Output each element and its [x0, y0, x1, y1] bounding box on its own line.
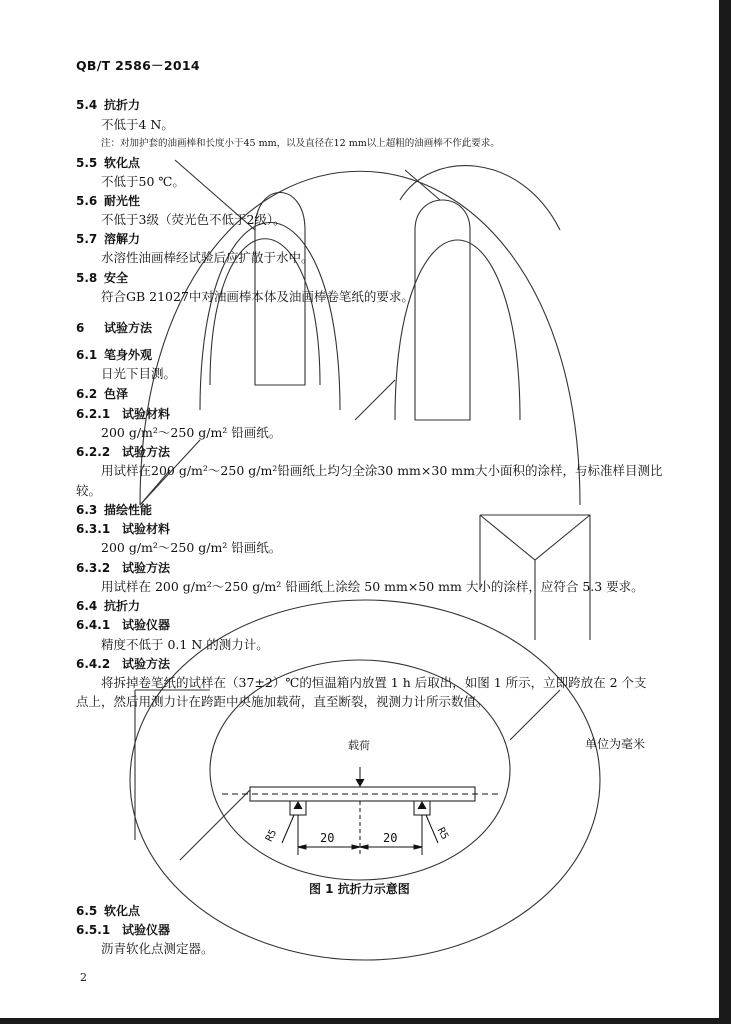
line-s632: [76, 560, 170, 576]
line-s65: [76, 903, 140, 919]
line-s641: [76, 617, 170, 633]
line-s631a: 200 g/m²～250 g/m² 铅画纸。: [101, 540, 282, 555]
section-title: 试验材料: [122, 407, 171, 421]
line-s621: [76, 406, 170, 422]
section-number: 6.2: [76, 387, 98, 401]
section-title: 试验方法: [122, 657, 171, 671]
section-number: 5.4: [76, 98, 98, 112]
line-s56: [76, 193, 140, 209]
section-number: 6.3.1: [76, 522, 111, 536]
section-title: 试验仪器: [122, 923, 171, 937]
section-title: 抗折力: [104, 599, 141, 613]
section-title: 试验方法: [104, 321, 153, 335]
dimension-left: 20: [320, 831, 335, 845]
radius-right-label: R5: [434, 825, 451, 842]
scan-border-right: [719, 0, 731, 1024]
line-s631: [76, 521, 170, 537]
section-number: 6.2.1: [76, 407, 111, 421]
line-s54a: 不低于4 N。: [101, 117, 174, 132]
section-number: 6.5.1: [76, 923, 111, 937]
line-s632a: 用试样在 200 g/m²～250 g/m² 铅画纸上涂绘 50 mm×50 mm 大小的涂样，应符合 5.3 要求。: [101, 579, 644, 594]
section-title: 耐光性: [104, 194, 141, 208]
scan-border-bottom: [0, 1018, 731, 1024]
radius-left-label: R5: [263, 827, 280, 844]
section-title: 抗折力: [104, 98, 141, 112]
load-label: 载荷: [348, 739, 370, 752]
section-number: 5.5: [76, 156, 98, 170]
line-s642: [76, 656, 170, 672]
section-number: 6.4.1: [76, 618, 111, 632]
section-number: 6.4.2: [76, 657, 111, 671]
section-number: 5.8: [76, 271, 98, 285]
line-s54n: 注：对加护套的油画棒和长度小于45 mm，以及直径在12 mm以上超粗的油画棒不作此要求。: [101, 138, 500, 149]
section-number: 6.1: [76, 348, 98, 362]
line-s622a: 用试样在200 g/m²～250 g/m²铅画纸上均匀全涂30 mm×30 mm大小面积的涂样，与标准样目测比: [101, 463, 663, 478]
line-s55a: 不低于50 ℃。: [101, 174, 185, 189]
section-number: 6.3: [76, 503, 98, 517]
section-title: 色泽: [104, 387, 129, 401]
section-title: 试验方法: [122, 445, 171, 459]
section-title: 笔身外观: [104, 348, 153, 362]
section-title: 试验方法: [122, 561, 171, 575]
section-number: 6: [76, 321, 85, 335]
line-s54: [76, 97, 140, 113]
line-s61a: 日光下目测。: [101, 366, 177, 381]
standard-code-header: QB/T 2586－2014: [76, 58, 200, 73]
section-title: 安全: [104, 271, 129, 285]
page-number: 2: [80, 971, 87, 984]
section-title: 试验材料: [122, 522, 171, 536]
line-s64: [76, 598, 140, 614]
dimension-right: 20: [383, 831, 398, 845]
line-s56a: 不低于3级（荧光色不低于2级）。: [101, 212, 286, 227]
section-number: 6.2.2: [76, 445, 111, 459]
figure-caption: 图 1 抗折力示意图: [309, 882, 410, 896]
line-s622b: 较。: [76, 483, 102, 498]
section-title: 软化点: [104, 156, 141, 170]
line-s621a: 200 g/m²～250 g/m² 铅画纸。: [101, 425, 282, 440]
figure-unit-label: 单位为毫米: [585, 737, 646, 751]
bending-test-diagram: [210, 755, 510, 865]
line-s63: [76, 502, 152, 518]
section-number: 6.3.2: [76, 561, 111, 575]
line-s642a: 将拆掉卷笔纸的试样在（37±2）℃的恒温箱内放置 1 h 后取出，如图 1 所示，立即跨放在 2 个支: [101, 675, 647, 690]
line-s651: [76, 922, 170, 938]
section-number: 5.6: [76, 194, 98, 208]
line-s651a: 沥青软化点测定器。: [101, 941, 214, 956]
section-title: 软化点: [104, 904, 141, 918]
line-s57: [76, 231, 140, 247]
line-s55: [76, 155, 140, 171]
section-number: 5.7: [76, 232, 98, 246]
section-number: 6.4: [76, 599, 98, 613]
section-title: 溶解力: [104, 232, 141, 246]
line-s57a: 水溶性油画棒经试验后应扩散于水中。: [101, 250, 314, 265]
line-s58a: 符合GB 21027中对油画棒本体及油画棒卷笔纸的要求。: [101, 289, 414, 304]
line-s61: [76, 347, 152, 363]
line-s58: [76, 270, 128, 286]
line-s622: [76, 444, 170, 460]
line-s6: [76, 320, 152, 336]
section-title: 试验仪器: [122, 618, 171, 632]
line-s642b: 点上，然后用测力计在跨距中央施加载荷，直至断裂，视测力计所示数值。: [76, 694, 489, 709]
line-s641a: 精度不低于 0.1 N 的测力计。: [101, 637, 269, 652]
line-s62: [76, 386, 128, 402]
section-title: 描绘性能: [104, 503, 153, 517]
section-number: 6.5: [76, 904, 98, 918]
